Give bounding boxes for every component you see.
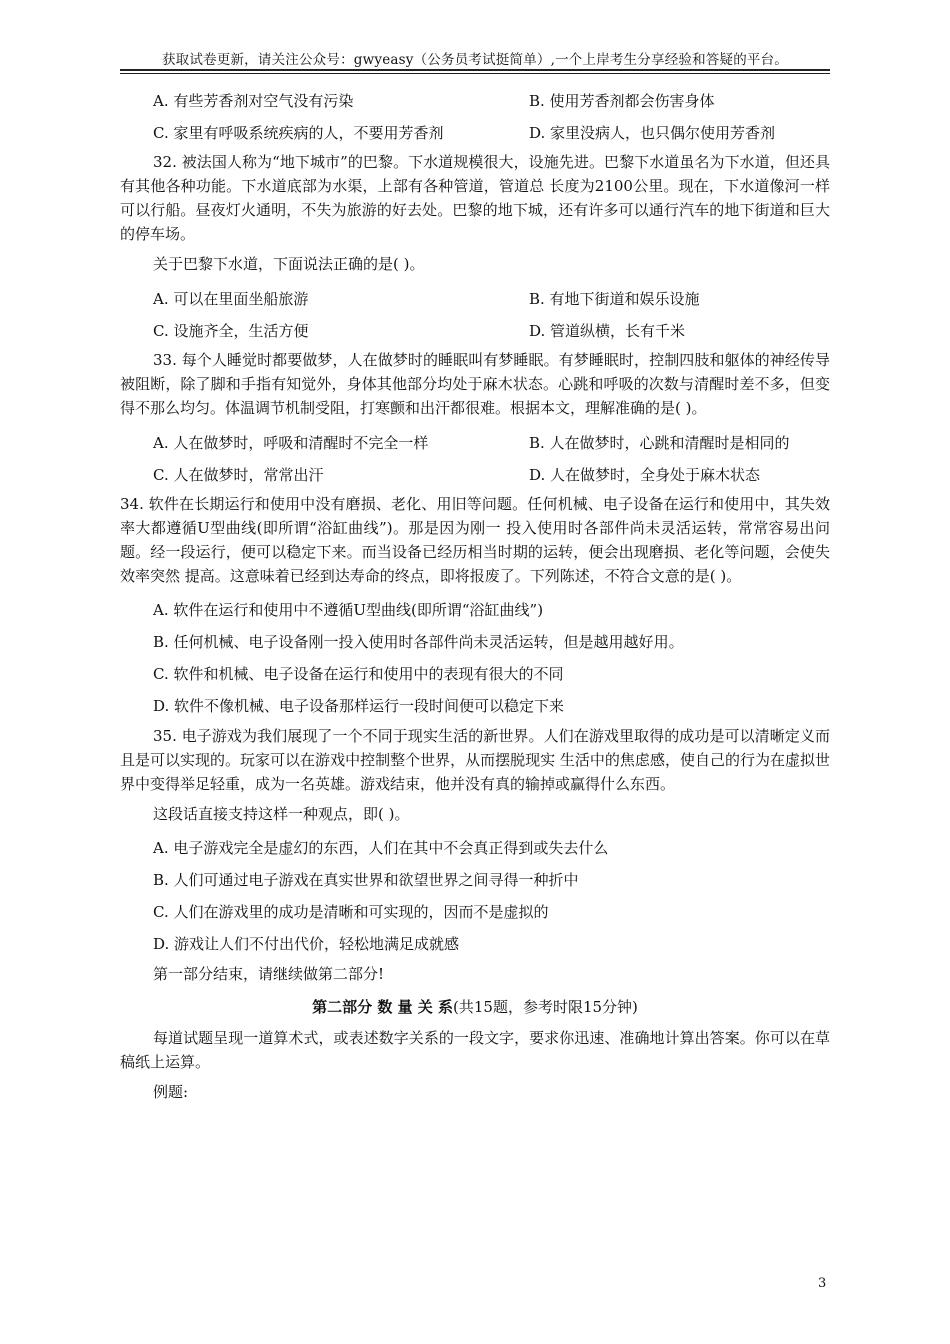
q33-option-b: B. 人在做梦时，心跳和清醒时是相同的 xyxy=(529,433,790,452)
q33-options-row-2 xyxy=(120,458,830,490)
q31-option-d: D. 家里没病人，也只偶尔使用芳香剂 xyxy=(529,123,776,142)
section-two-intro: 每道试题呈现一道算术式，或表述数字关系的一段文字，要求你迅速、准确地计算出答案。你可以在草稿纸上运算。 xyxy=(120,1029,830,1071)
q34-option-c: C. 软件和机械、电子设备在运行和使用中的表现有很大的不同 xyxy=(153,665,564,683)
q33-option-a: A. 人在做梦时，呼吸和清醒时不完全一样 xyxy=(153,433,429,452)
q34-option-d: D. 软件不像机械、电子设备那样运行一段时间便可以稳定下来 xyxy=(153,697,565,715)
q32-option-b: B. 有地下街道和娱乐设施 xyxy=(529,289,700,308)
page-content xyxy=(120,84,830,1110)
q32-option-d: D. 管道纵横，长有千米 xyxy=(529,321,686,340)
q32-option-c: C. 设施齐全，生活方便 xyxy=(153,321,309,340)
q35-text: 35. 电子游戏为我们展现了一个不同于现实生活的新世界。人们在游戏里取得的成功是可以清晰定义而且是可以实现的。玩家可以在游戏中控制整个世界，从而摆脱现实 生活中的焦虑感，使自己的行为在虚拟世界中变得举足轻重，成为一名英雄。游戏结束，他并没有真的输掉或赢得什么东西。 xyxy=(120,727,830,793)
q35-option-a: A. 电子游戏完全是虚幻的东西，人们在其中不会真正得到或失去什么 xyxy=(153,839,609,857)
q33-text: 33. 每个人睡觉时都要做梦，人在做梦时的睡眠叫有梦睡眠。有梦睡眠时，控制四肢和躯体的神经传导被阻断，除了脚和手指有知觉外，身体其他部分均处于麻木状态。心跳和呼吸的次数与清醒时差不多，但变得不那么均匀。体温调节机制受阻，打寒颤和出汗都很难。根据本文，理解准确的是( )。 xyxy=(120,351,830,417)
q33-options-row-1 xyxy=(120,426,830,458)
q35-option-d: D. 游戏让人们不付出代价，轻松地满足成就感 xyxy=(153,935,460,953)
q33-option-d: D. 人在做梦时，全身处于麻木状态 xyxy=(529,465,761,484)
section-two-title-rest: (共15题，参考时限15分钟) xyxy=(453,998,638,1016)
page-number: 3 xyxy=(818,1276,827,1291)
part-one-end-note: 第一部分结束，请继续做第二部分! xyxy=(153,965,385,983)
header-rule-thick xyxy=(120,69,830,71)
example-label: 例题: xyxy=(153,1083,189,1101)
q34-text: 34. 软件在长期运行和使用中没有磨损、老化、用旧等问题。任何机械、电子设备在运行和使用中，其失效率大都遵循U型曲线(即所谓“浴缸曲线”)。那是因为刚一 投入使用时各部件尚未灵活运转，常常容易出问题。经一段运行，便可以稳定下来。而当设备已经历相当时期的运转，便会出现磨损、老化等问题，会使失效率突然 提高。这意味着已经到达寿命的终点，即将报废了。下列陈述，不符合文意的是( )。 xyxy=(120,495,830,585)
q35-option-b: B. 人们可通过电子游戏在真实世界和欲望世界之间寻得一种折中 xyxy=(153,871,579,889)
q31-options-row-2 xyxy=(120,116,830,148)
page-header: 获取试卷更新，请关注公众号：gwyeasy（公务员考试挺简单）,一个上岸考生分享经验和答疑的平台。 xyxy=(161,52,788,68)
q33-option-c: C. 人在做梦时，常常出汗 xyxy=(153,465,324,484)
q34-option-b: B. 任何机械、电子设备刚一投入使用时各部件尚未灵活运转，但是越用越好用。 xyxy=(153,633,684,651)
q32-prompt: 关于巴黎下水道，下面说法正确的是( )。 xyxy=(153,255,425,273)
q35-option-c: C. 人们在游戏里的成功是清晰和可实现的，因而不是虚拟的 xyxy=(153,903,549,921)
q31-options-row-1 xyxy=(120,84,830,116)
q32-options-row-1 xyxy=(120,282,830,314)
q31-option-b: B. 使用芳香剂都会伤害身体 xyxy=(529,91,715,110)
q34-option-a: A. 软件在运行和使用中不遵循U型曲线(即所谓“浴缸曲线”) xyxy=(153,601,544,619)
q31-option-a: A. 有些芳香剂对空气没有污染 xyxy=(153,91,354,110)
q35-prompt: 这段话直接支持这样一种观点，即( )。 xyxy=(153,805,410,823)
q31-option-c: C. 家里有呼吸系统疾病的人，不要用芳香剂 xyxy=(153,123,444,142)
section-two-title-bold: 第二部分 数 量 关 系 xyxy=(312,998,453,1016)
q32-option-a: A. 可以在里面坐船旅游 xyxy=(153,289,309,308)
q32-text: 32. 被法国人称为“地下城市”的巴黎。下水道规模很大，设施先进。巴黎下水道虽名为下水道，但还具有其他各种功能。下水道底部为水渠，上部有各种管道，管道总 长度为2100公里。现在，下水道像河一样可以行船。昼夜灯火通明，不失为旅游的好去处。巴黎的地下城，还有许多可以通行汽车的地下街道和巨大的停车场。 xyxy=(120,153,830,243)
header-rule-thin xyxy=(120,73,830,74)
section-two-title xyxy=(120,992,830,1022)
q32-options-row-2 xyxy=(120,314,830,346)
